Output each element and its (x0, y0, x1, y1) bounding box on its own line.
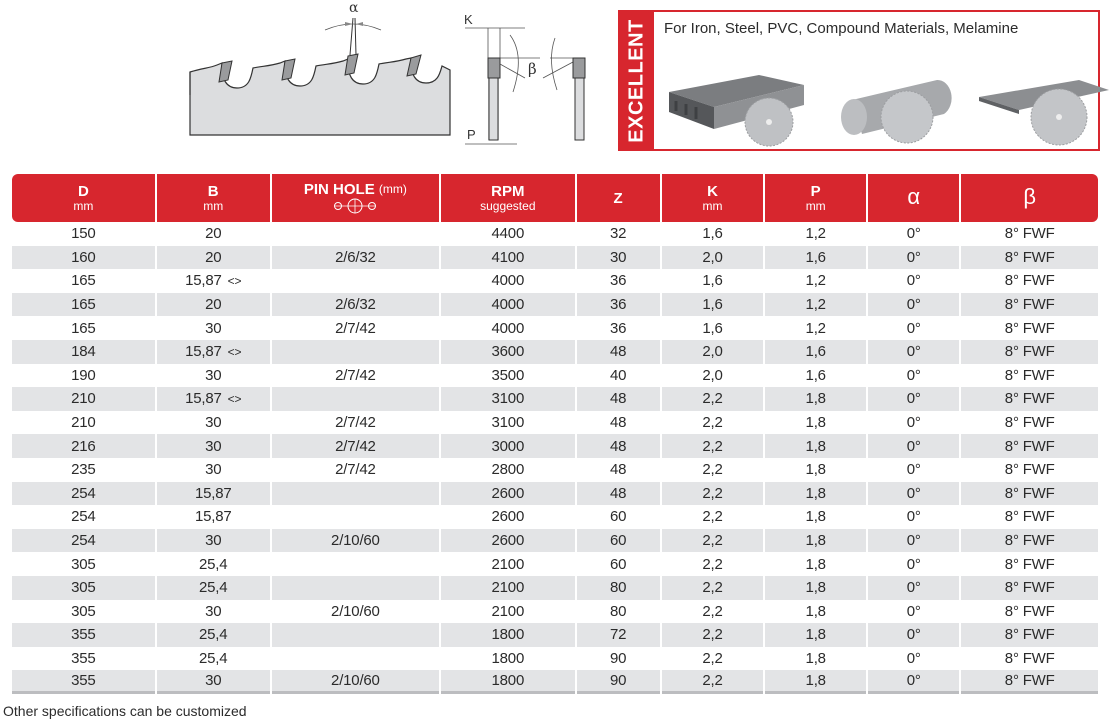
cell-be: 8° FWF (1004, 461, 1055, 479)
cell-z: 30 (577, 246, 660, 270)
cell-k: 2,2 (702, 414, 723, 432)
cell-z: 80 (577, 576, 660, 600)
cell-a: 0° (906, 225, 921, 243)
cell-be: 8° FWF (961, 293, 1098, 317)
cell-a: 0° (868, 387, 959, 411)
cell-z: 60 (577, 529, 660, 553)
cell-z: 90 (609, 649, 627, 667)
k-label: K (464, 12, 473, 27)
cell-d: 150 (71, 225, 96, 243)
cell-b: 30 (157, 670, 270, 694)
materials-title: For Iron, Steel, PVC, Compound Materials, Melamine (664, 20, 1019, 37)
rating-tag (620, 12, 654, 149)
table-row (12, 482, 1098, 506)
cell-k: 2,0 (662, 246, 764, 270)
table-row (12, 411, 1098, 435)
cell-pin (272, 647, 439, 671)
cell-d: 160 (12, 246, 155, 270)
table-body (12, 222, 1098, 694)
cell-b: 30 (157, 529, 270, 553)
cell-rpm: 3500 (491, 366, 525, 384)
cell-b: 20 (157, 246, 270, 270)
cell-b: 30 (205, 414, 222, 432)
cell-z: 48 (577, 340, 660, 364)
cell-pin (272, 269, 439, 293)
cell-k: 2,2 (662, 576, 764, 600)
cell-a: 0° (868, 293, 959, 317)
cell-a: 0° (868, 623, 959, 647)
p-label: P (467, 127, 476, 142)
cell-be: 8° FWF (961, 482, 1098, 506)
table-row (12, 552, 1098, 576)
cell-be: 8° FWF (1004, 319, 1055, 337)
cell-p: 1,6 (805, 366, 826, 384)
hollow-profile-image (664, 67, 809, 147)
cell-pin (272, 623, 439, 647)
cell-k: 2,2 (702, 555, 723, 573)
cell-be: 8° FWF (961, 576, 1098, 600)
cell-a: 0° (906, 649, 921, 667)
col-header-rpm: RPM suggested (441, 174, 574, 222)
cell-pin (272, 576, 439, 600)
table-row (12, 647, 1098, 671)
cell-b: 30 (157, 434, 270, 458)
cell-be: 8° FWF (961, 529, 1098, 553)
cell-be: 8° FWF (1004, 225, 1055, 243)
cell-k: 2,2 (662, 670, 764, 694)
cell-b: 25,4 (199, 649, 228, 667)
cell-pin: 2/10/60 (331, 602, 380, 620)
cell-k: 2,2 (702, 508, 723, 526)
table-row (12, 600, 1098, 624)
cell-a: 0° (868, 670, 959, 694)
cell-b: 30 (205, 461, 222, 479)
cell-p: 1,8 (805, 414, 826, 432)
alpha-label: α (349, 0, 359, 16)
beta-label: β (528, 60, 537, 78)
materials-suitability-box (618, 10, 1100, 151)
saw-teeth-diagram (185, 0, 455, 140)
cell-d: 254 (12, 529, 155, 553)
cell-z: 48 (577, 482, 660, 506)
table-row (12, 623, 1098, 647)
cell-p: 1,8 (765, 670, 866, 694)
col-header-k: K mm (662, 174, 764, 222)
cell-d: 305 (12, 576, 155, 600)
cell-z: 80 (609, 602, 627, 620)
cell-d: 165 (71, 319, 96, 337)
cell-be: 8° FWF (1004, 555, 1055, 573)
cell-b: 20 (205, 225, 222, 243)
cell-p: 1,8 (765, 434, 866, 458)
cell-p: 1,2 (805, 272, 826, 290)
cell-a: 0° (906, 508, 921, 526)
cell-d: 184 (12, 340, 155, 364)
cell-d: 235 (71, 461, 96, 479)
cell-p: 1,2 (805, 225, 826, 243)
cell-rpm: 4100 (441, 246, 574, 270)
diamond-knockout-icon: <> (227, 274, 242, 289)
cell-z: 90 (577, 670, 660, 694)
col-header-p: P mm (765, 174, 866, 222)
cell-a: 0° (906, 602, 921, 620)
cell-rpm: 2600 (441, 482, 574, 506)
cell-a: 0° (868, 434, 959, 458)
pin-hole-icon (332, 198, 378, 214)
cell-k: 2,2 (702, 602, 723, 620)
cell-k: 2,2 (702, 649, 723, 667)
table-row (12, 364, 1098, 388)
cell-b: 30 (205, 366, 222, 384)
cell-p: 1,8 (765, 623, 866, 647)
cell-d: 305 (71, 602, 96, 620)
cell-z: 36 (577, 293, 660, 317)
cell-be: 8° FWF (1004, 508, 1055, 526)
col-header-beta: β (961, 174, 1098, 222)
table-row (12, 269, 1098, 293)
cell-a: 0° (868, 340, 959, 364)
cell-pin: 2/7/42 (335, 414, 376, 432)
cell-pin (272, 340, 439, 364)
cell-be: 8° FWF (961, 340, 1098, 364)
cell-k: 2,2 (662, 529, 764, 553)
cell-p: 1,8 (805, 461, 826, 479)
cell-rpm: 2100 (491, 555, 525, 573)
cell-be: 8° FWF (961, 387, 1098, 411)
cell-a: 0° (906, 414, 921, 432)
cell-a: 0° (868, 482, 959, 506)
cell-z: 48 (609, 414, 627, 432)
cell-b: 15,87 (194, 508, 232, 526)
cell-a: 0° (906, 272, 921, 290)
cell-p: 1,8 (805, 555, 826, 573)
cell-k: 1,6 (702, 225, 723, 243)
cell-p: 1,2 (805, 319, 826, 337)
cell-d: 355 (12, 623, 155, 647)
cell-pin: 2/7/42 (335, 366, 376, 384)
cell-a: 0° (868, 576, 959, 600)
cell-be: 8° FWF (961, 246, 1098, 270)
cell-d: 165 (12, 293, 155, 317)
footnote: Other specifications can be customized (3, 703, 247, 719)
cell-p: 1,8 (805, 649, 826, 667)
table-row (12, 222, 1098, 246)
cell-a: 0° (906, 555, 921, 573)
flat-sheet-image (974, 72, 1110, 152)
cell-p: 1,8 (765, 529, 866, 553)
cell-d: 305 (71, 555, 96, 573)
table-row (12, 387, 1098, 411)
cell-pin: 2/7/42 (335, 319, 376, 337)
cell-pin (272, 482, 439, 506)
cell-p: 1,8 (765, 482, 866, 506)
cell-b: 25,4 (157, 623, 270, 647)
col-header-z: Z (577, 174, 660, 222)
rating-label: EXCELLENT (625, 18, 648, 143)
cell-rpm: 4000 (491, 319, 525, 337)
cell-b: 30 (205, 602, 222, 620)
cell-d: 355 (71, 649, 96, 667)
cell-rpm: 1800 (491, 649, 525, 667)
col-header-d: D mm (12, 174, 155, 222)
cell-k: 2,2 (662, 623, 764, 647)
cell-rpm: 4400 (491, 225, 525, 243)
cell-p: 1,8 (805, 602, 826, 620)
table-row (12, 458, 1098, 482)
cell-a: 0° (906, 461, 921, 479)
cell-be: 8° FWF (1004, 649, 1055, 667)
cell-rpm: 2600 (441, 529, 574, 553)
cell-b: 25,4 (199, 555, 228, 573)
cell-b: 15,87 <> (185, 272, 242, 290)
cell-a: 0° (868, 246, 959, 270)
cell-d: 210 (71, 414, 96, 432)
cell-be: 8° FWF (1004, 366, 1055, 384)
cell-pin (272, 222, 439, 246)
cell-z: 72 (577, 623, 660, 647)
cell-rpm: 2800 (491, 461, 525, 479)
cell-d: 254 (12, 482, 155, 506)
cell-p: 1,8 (765, 387, 866, 411)
cell-pin: 2/10/60 (272, 670, 439, 694)
cell-rpm: 3600 (441, 340, 574, 364)
cell-pin: 2/6/32 (272, 293, 439, 317)
round-bar-image (832, 72, 962, 152)
cell-d: 165 (71, 272, 96, 290)
cell-rpm: 4000 (491, 272, 525, 290)
table-header-row (12, 174, 1098, 222)
table-row (12, 316, 1098, 340)
cell-d: 190 (71, 366, 96, 384)
cell-a: 0° (868, 529, 959, 553)
cell-p: 1,8 (805, 508, 826, 526)
cell-pin: 2/7/42 (335, 461, 376, 479)
cell-k: 1,6 (662, 293, 764, 317)
cell-be: 8° FWF (961, 670, 1098, 694)
cell-z: 48 (577, 434, 660, 458)
cell-a: 0° (906, 319, 921, 337)
table-row (12, 505, 1098, 529)
cell-d: 254 (71, 508, 96, 526)
cell-be: 8° FWF (961, 623, 1098, 647)
cell-pin (272, 552, 439, 576)
table-row (12, 293, 1098, 317)
cell-p: 1,2 (765, 293, 866, 317)
cell-pin (272, 387, 439, 411)
cell-p: 1,6 (765, 340, 866, 364)
col-header-b: B mm (157, 174, 270, 222)
cell-rpm: 2100 (441, 576, 574, 600)
table-row (12, 670, 1098, 694)
cell-k: 2,2 (662, 387, 764, 411)
cell-b: 15,87 (157, 482, 270, 506)
cell-k: 1,6 (702, 272, 723, 290)
cell-rpm: 2100 (491, 602, 525, 620)
cell-d: 210 (12, 387, 155, 411)
cell-z: 36 (609, 319, 627, 337)
cell-z: 36 (609, 272, 627, 290)
cell-p: 1,8 (765, 576, 866, 600)
cell-pin: 2/6/32 (272, 246, 439, 270)
cell-pin (272, 505, 439, 529)
diamond-knockout-icon: <> (227, 392, 242, 407)
cell-d: 355 (12, 670, 155, 694)
cell-rpm: 4000 (441, 293, 574, 317)
cell-b: 15,87 <> (157, 387, 270, 411)
diamond-knockout-icon: <> (227, 345, 242, 360)
cell-z: 60 (609, 555, 627, 573)
table-row (12, 434, 1098, 458)
tooth-section-diagram (455, 0, 605, 150)
cell-rpm: 3100 (441, 387, 574, 411)
cell-z: 48 (577, 387, 660, 411)
cell-k: 2,0 (662, 340, 764, 364)
cell-z: 60 (609, 508, 627, 526)
cell-a: 0° (906, 366, 921, 384)
cell-rpm: 1800 (441, 670, 574, 694)
cell-z: 48 (609, 461, 627, 479)
cell-pin: 2/7/42 (272, 434, 439, 458)
cell-be: 8° FWF (1004, 414, 1055, 432)
cell-be: 8° FWF (1004, 602, 1055, 620)
cell-p: 1,6 (765, 246, 866, 270)
cell-b: 15,87 <> (157, 340, 270, 364)
cell-be: 8° FWF (961, 434, 1098, 458)
table-row (12, 529, 1098, 553)
cell-rpm: 3000 (441, 434, 574, 458)
cell-k: 1,6 (702, 319, 723, 337)
cell-z: 40 (609, 366, 627, 384)
blade-spec-table (10, 174, 1100, 694)
cell-k: 2,2 (662, 482, 764, 506)
cell-be: 8° FWF (1004, 272, 1055, 290)
col-header-alpha: α (868, 174, 959, 222)
cell-rpm: 2600 (491, 508, 525, 526)
cell-b: 30 (205, 319, 222, 337)
cell-k: 2,0 (702, 366, 723, 384)
cell-k: 2,2 (662, 434, 764, 458)
cell-rpm: 3100 (491, 414, 525, 432)
cell-d: 216 (12, 434, 155, 458)
cell-pin: 2/10/60 (272, 529, 439, 553)
table-row (12, 340, 1098, 364)
table-row (12, 576, 1098, 600)
cell-b: 20 (157, 293, 270, 317)
col-header-pin-hole: PIN HOLE $^{(mm)}$ (272, 174, 439, 222)
cell-rpm: 1800 (441, 623, 574, 647)
cell-b: 25,4 (157, 576, 270, 600)
cell-k: 2,2 (702, 461, 723, 479)
cell-z: 32 (609, 225, 627, 243)
table-row (12, 246, 1098, 270)
